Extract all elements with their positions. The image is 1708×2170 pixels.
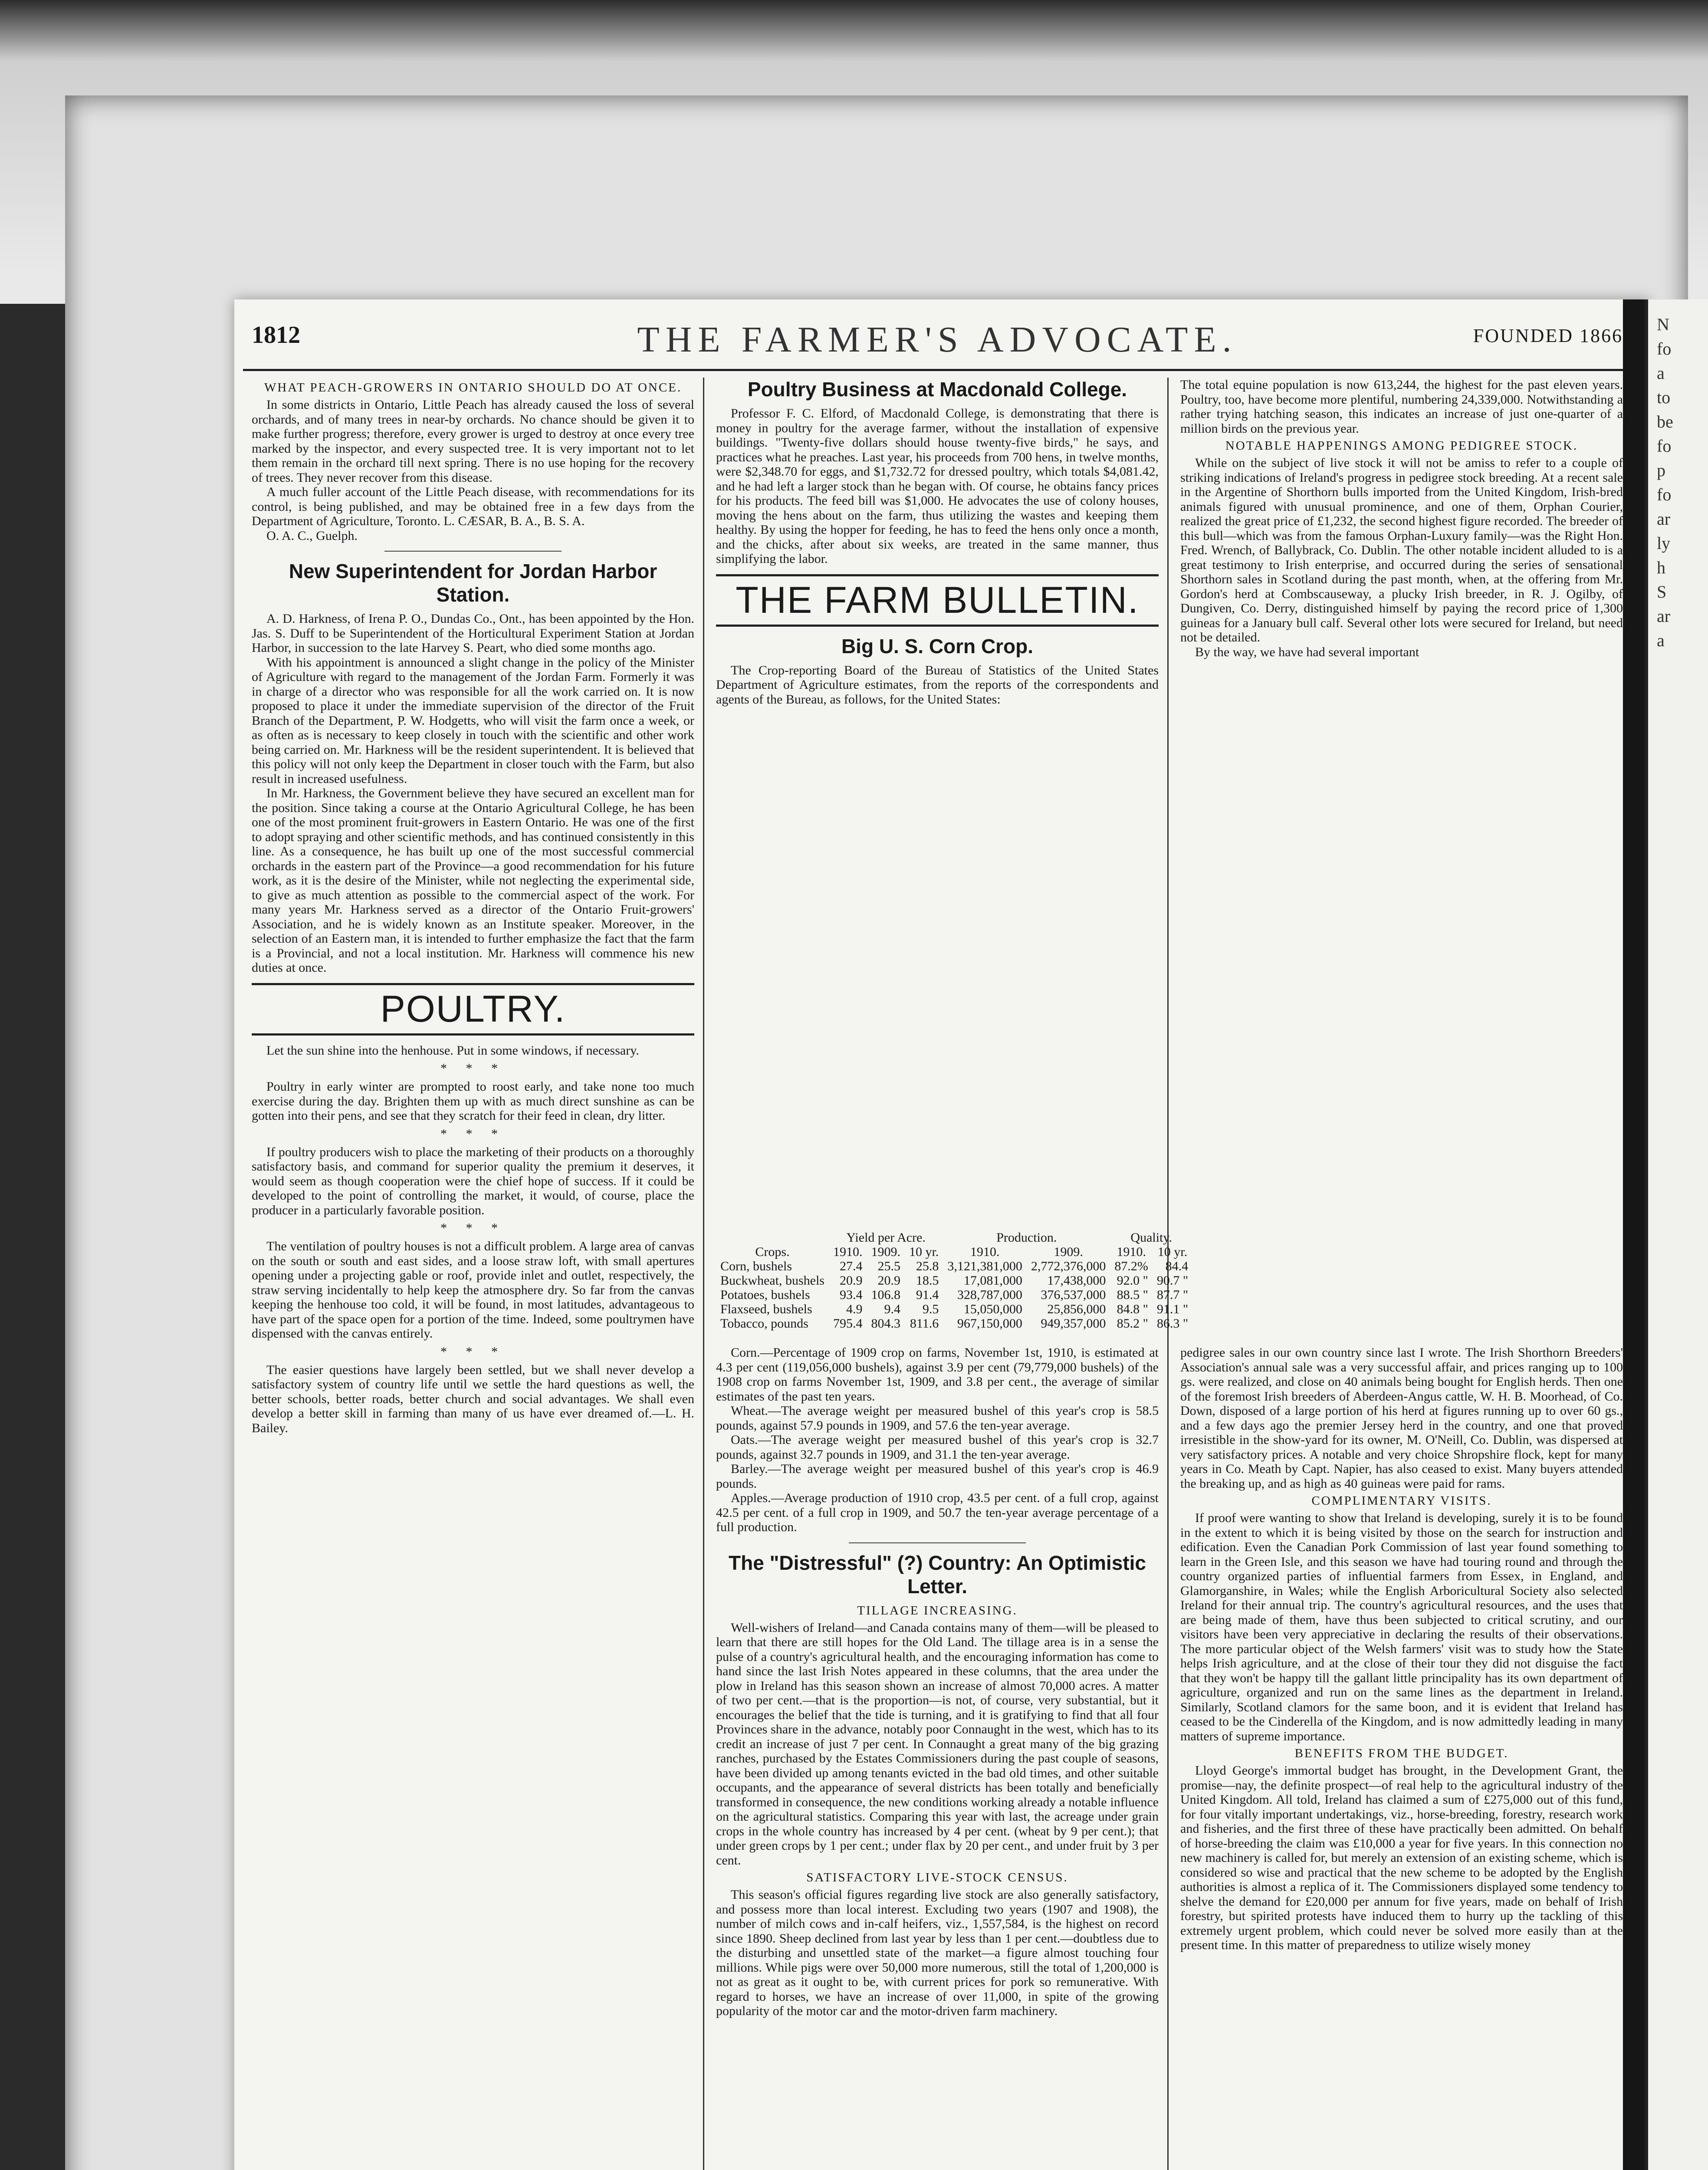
article-paragraph: While on the subject of live stock it will not be amiss to refer to a couple of striking indications of Ireland's progress in pedigree stock breeding. At a recent sale in the Argentine of Shorthorn bulls imported from the United Kingdom, Irish-bred animals figured with unusual prominence, and one of them, Orphan Courier, realized the great price of £1,232, the second highest figure recorded. The breeder of this bull—which was from the famous Orphan-Luxury family—was the Right Hon. Fred. Wrench, of Ballybrack, Co. Dublin. The other notable incident alluded to is a great testimony to Irish enterprise, and occurred during the series of sensational Shorthorn sales in Scotland during the past month, when, at the offering from Mr. Gordon's herd at Combscauseway, a plucky Irish breeder, in R. J. Ogilby, of Dungiven, Co. Derry, distinguished himself by paying the record price of 1,300 guineas for a January bull calf. Several other lots were secured for Ireland, but need not be detailed.	[1180, 456, 1623, 644]
table-cell: 88.5 "	[1117, 1288, 1148, 1302]
table-cell: 4.9	[846, 1302, 863, 1316]
article-paragraph: If poultry producers wish to place the marketing of their products on a thoroughly satisfactory basis, and command for superior quality the premium it deserves, it would seem as though cooperation were the chief hope of success. If it could be developed to the point of controlling the market, it would, of course, place the producer in a particularly favorable position.	[252, 1144, 694, 1217]
table-cell: 27.4	[839, 1259, 863, 1273]
article-paragraph: With his appointment is announced a slight change in the policy of the Minister of Agriculture with regard to the management of the Jordan Farm. Formerly it was in charge of a director who was responsible for all the work carried on. It is now proposed to place it under the immediate supervision of the director of the Fruit Branch of the Department, P. W. Hodgetts, who will visit the farm once a week, or as often as is necessary to keep closely in touch with the scientific and other work being carried on. Mr. Harkness will be the resident superintendent. It is believed that this policy will not only keep the Department in closer touch with the Farm, but also result in increased usefulness.	[252, 655, 694, 786]
section-banner: THE FARM BULLETIN.	[716, 574, 1159, 627]
table-header: 1910.	[1117, 1245, 1146, 1259]
table-header: 1909.	[1054, 1245, 1083, 1259]
article-title: The "Distressful" (?) Country: An Optimistic Letter.	[729, 1551, 1146, 1598]
column-2-upper	[716, 378, 1159, 1224]
table-row	[716, 1316, 1192, 1331]
article-paragraph: A much fuller account of the Little Peach disease, with recommendations for its control, is being published, and may be obtained free in a few days from the Department of Agriculture, Toronto. L. CÆSAR, B. A., B. S. A.	[252, 485, 694, 528]
section-separator: * * *	[440, 1221, 506, 1235]
table-cell: 84.8 "	[1117, 1302, 1148, 1316]
table-cell: Flaxseed, bushels	[720, 1302, 812, 1316]
text-fragment: ly	[1657, 533, 1671, 553]
table-cell: Tobacco, pounds	[720, 1316, 808, 1331]
table-header	[716, 1230, 829, 1245]
article-paragraph: A. D. Harkness, of Irena P. O., Dundas Co., Ont., has been appointed by the Hon. Jas. S. Duff to be Superintendent of the Horticultural Experiment Station at Jordan Harbor, in succession to the late Harvey S. Peart, who died some months ago.	[252, 612, 694, 655]
article-paragraph: Wheat.—The average weight per measured bushel of this year's crop is 58.5 pounds, against 57.9 pounds in 1909, and 57.6 the ten-year average.	[716, 1404, 1159, 1433]
table-cell: 90.7 "	[1156, 1273, 1189, 1288]
article-paragraph: Barley.—The average weight per measured bushel of this year's crop is 46.9 pounds.	[716, 1462, 1159, 1491]
table-cell: 86.3 "	[1156, 1316, 1189, 1331]
text-fragment: a	[1657, 363, 1665, 383]
text-fragment: fo	[1657, 436, 1672, 456]
article-paragraph: Poultry in early winter are prompted to roost early, and take none too much exercise during the day. Brighten them up with as much direct sunshine as can be gotten into their pens, and see that they scratch for their feed in clean, dry litter.	[252, 1079, 694, 1123]
text-fragment: be	[1657, 412, 1673, 431]
text-fragment: a	[1657, 631, 1665, 650]
table-row	[716, 1288, 1192, 1302]
table-cell: 9.4	[884, 1302, 900, 1316]
table-cell: 93.4	[839, 1288, 863, 1302]
article-title: Big U. S. Corn Crop.	[841, 635, 1034, 658]
text-fragment: ar	[1657, 606, 1671, 626]
article-title: Poultry Business at Macdonald College.	[747, 378, 1127, 401]
column-2-lower	[716, 1345, 1159, 2170]
table-cell: 84.4	[1165, 1259, 1189, 1273]
table-group-header: Yield per Acre.	[846, 1230, 926, 1245]
table-cell: 25,856,000	[1047, 1302, 1106, 1316]
article-paragraph: Well-wishers of Ireland—and Canada contains many of them—will be pleased to learn that there are still hopes for the Old Land. The tillage area is in a sense the pulse of a country's agricultural health, and the encouraging information has come to hand since the last Irish Notes appeared in these columns, that the area under the plow in Ireland has this season shown an increase of almost 70,000 acres. A matter of two per cent.—that is the proportion—is not, of course, very substantial, but it encourages the belief that the tide is turning, and it is gratifying to find that all four Provinces share in the advance, notably poor Connaught in the west, which has to its credit an increase of just 7 per cent. In Connaught a great many of the big grazing ranches, purchased by the Estates Commissioners during the past couple of seasons, have been divided up among tenants evicted in the bad old times, and other suitable occupants, and the appearance of several districts has been totally and beneficially transformed in consequence, the new conditions working already a notable influence on the agricultural statistics. Comparing this year with last, the acreage under grain crops in the whole country has increased by 4 per cent. (wheat by 9 per cent.); that under green crops by 1 per cent.; under flax by 20 per cent., and under fruit by 3 per cent.	[716, 1620, 1159, 1868]
table-cell: Potatoes, bushels	[720, 1288, 810, 1302]
text-fragment: fo	[1657, 339, 1672, 358]
table-cell: 91.1 "	[1156, 1302, 1189, 1316]
adjacent-page-edge	[1645, 299, 1708, 2170]
table-cell: 25.8	[916, 1259, 939, 1273]
article-paragraph: In some districts in Ontario, Little Peach has already caused the loss of several orchards, and of many trees in near-by orchards. No chance should be given it to make further progress; therefore, every grower is urged to destroy at once every tree marked by the inspector, and every suspected tree. It is very important not to let them remain in the orchard till next spring. There is no use hoping for the recovery of trees. They never recover from this disease.	[252, 398, 694, 485]
text-fragment: ar	[1657, 509, 1671, 529]
article-paragraph: If proof were wanting to show that Ireland is developing, surely it is to be found in the extent to which it is being visited by those on the search for instruction and edification. Even the Canadian Pork Commission of last year found something to learn in the Green Isle, and this season we have had touring round and through the country organized parties of influential farmers from Essex, in England, and Glamorganshire, in Wales; while the English Arboricultural Society also selected Ireland for their annual trip. The country's agricultural resources, and the uses that are being made of them, have thus been subjected to critical scrutiny, and our visitors have been very appreciative in declaring the results of their observations. The more particular object of the Welsh farmers' visit was to study how the State helps Irish agriculture, and at the close of their tour they did not disguise the fact that they won't be happy till the gallant little principality has its own department of agriculture, organized and run on the same lines as the department in Ireland. Similarly, Scotland clamors for the same boon, and it is evident that Ireland has ceased to be the Cinderella of the Kingdom, and is now admittedly leading in many matters of supreme importance.	[1180, 1511, 1623, 1743]
table-cell: 18.5	[916, 1273, 939, 1288]
article-title: New Superintendent for Jordan Harbor Station.	[289, 560, 657, 606]
crop-statistics-table	[716, 1230, 1636, 1343]
table-cell: 3,121,381,000	[947, 1259, 1022, 1273]
article-signature: O. A. C., Guelph.	[266, 528, 358, 543]
table-cell: 15,050,000	[963, 1302, 1022, 1316]
table-cell: 2,772,376,000	[1031, 1259, 1106, 1273]
table-row	[716, 1273, 1192, 1288]
table-cell: Corn, bushels	[720, 1259, 792, 1273]
table-group-header: Quality.	[1130, 1230, 1172, 1245]
text-fragment: to	[1657, 388, 1671, 407]
article-paragraph: The ventilation of poultry houses is not a difficult problem. A large area of canvas on the south or south and east sides, and a loose straw loft, with small apertures opening under a projecting gable or roof, provide inlet and outlet, respectively, the straw serving incidentally to help keep the atmosphere dry. So far from the canvas keeping the henhouse too cold, it will be found, in most latitudes, advantageous to have part of the space open for a portion of the time. Indeed, some poultrymen have dispensed with the canvas entirely.	[252, 1239, 694, 1341]
section-separator: * * *	[440, 1344, 506, 1359]
table-header: 1909.	[871, 1245, 900, 1259]
article-paragraph: In Mr. Harkness, the Government believe they have secured an excellent man for the position. Since taking a course at the Ontario Agricultural College, he has been one of the most prominent fruit-growers in Eastern Ontario. He was one of the first to adopt spraying and other scientific methods, and has continued consistently in this line. As a consequence, he has built up one of the most successful commercial orchards in the eastern part of the Province—a good recommendation for his future work, as it is the desire of the Minister, while not neglecting the experimental side, to give as much attention as possible to the commercial aspect of the work. For many years Mr. Harkness served as a director of the Ontario Fruit-growers' Association, and he is widely known as an Institute speaker. Moreover, in the selection of an Eastern man, it is intended to further emphasize the fact that the farm is a Provincial, and not a local institution. Mr. Harkness will commence his new duties at once.	[252, 786, 694, 975]
table-cell: 25.5	[877, 1259, 900, 1273]
table-header: 1910.	[970, 1245, 1000, 1259]
article-heading: SATISFACTORY LIVE-STOCK CENSUS.	[806, 1871, 1068, 1884]
table-header: 10 yr.	[909, 1245, 939, 1259]
table-cell: 106.8	[871, 1288, 900, 1302]
page-number: 1812	[252, 322, 300, 349]
article-heading: COMPLIMENTARY VISITS.	[1311, 1494, 1492, 1508]
table-row	[716, 1259, 1192, 1273]
text-fragment: h	[1657, 558, 1665, 577]
text-fragment: S	[1657, 582, 1667, 602]
table-header: Crops.	[755, 1245, 790, 1259]
text-fragment: N	[1657, 315, 1669, 334]
article-paragraph: By the way, we have had several important	[1195, 644, 1419, 659]
article-paragraph: Corn.—Percentage of 1909 crop on farms, November 1st, 1910, is estimated at 4.3 per cent (119,056,000 bushels), against 3.9 per cent (79,779,000 bushels) of the 1908 crop on farms November 1st, 1909, and 3.8 per cent., the average of similar estimates of the past ten years.	[716, 1345, 1159, 1404]
table-cell: 376,537,000	[1041, 1288, 1106, 1302]
table-cell: 9.5	[922, 1302, 939, 1316]
table-cell: 811.6	[910, 1316, 939, 1331]
article-heading: NOTABLE HAPPENINGS AMONG PEDIGREE STOCK.	[1225, 439, 1578, 453]
table-cell: 91.4	[916, 1288, 939, 1302]
table-cell: 949,357,000	[1041, 1316, 1106, 1331]
table-cell: 17,081,000	[963, 1273, 1022, 1288]
article-heading: TILLAGE INCREASING.	[857, 1603, 1018, 1618]
table-header: 1910.	[833, 1245, 863, 1259]
table-cell: 17,438,000	[1047, 1273, 1106, 1288]
table-cell: Buckwheat, bushels	[720, 1273, 824, 1288]
table-cell: 85.2 "	[1117, 1316, 1148, 1331]
article-paragraph: This season's official figures regarding live stock are also generally satisfactory, and possess more than local interest. Excluding two years (1907 and 1908), the number of milch cows and in-calf heifers, viz., 1,557,584, is the highest on record since 1890. Sheep declined from last year by less than 1 per cent.—doubtless due to the disturbing and unsettled state of the market—a figure almost touching four millions. While pigs were over 50,000 more numerous, still the total of 1,200,000 is not as great as it ought to be, with current prices for pork so remunerative. With regard to horses, we have an increase of over 11,000, in spite of the growing popularity of the motor car and the motor-driven farm machinery.	[716, 1887, 1159, 2018]
column-1	[252, 378, 694, 2170]
section-separator: * * *	[440, 1061, 506, 1075]
article-paragraph: The Crop-reporting Board of the Bureau of Statistics of the United States Department of Agriculture estimates, from the reports of the correspondents and agents of the Bureau, as follows, for the United States:	[716, 663, 1159, 707]
article-paragraph: Oats.—The average weight per measured bushel of this year's crop is 32.7 pounds, against 32.7 pounds in 1909, and 31.1 the ten-year average.	[716, 1433, 1159, 1462]
table-header: 10 yr.	[1157, 1245, 1188, 1259]
newspaper-page	[234, 299, 1649, 2170]
article-paragraph: The total equine population is now 613,244, the highest for the past eleven years. Poultry, too, have become more plentiful, numbering 24,339,000. Notwithstanding a rather trying hatching season, this indicates an increase of just one-quarter of a million birds on the previous year.	[1180, 378, 1623, 436]
article-heading: BENEFITS FROM THE BUDGET.	[1294, 1746, 1509, 1760]
article-paragraph: Lloyd George's immortal budget has brought, in the Development Grant, the promise—nay, the definite prospect—of real help to the agricultural industry of the United Kingdom. All told, Ireland has claimed a sum of £275,000 out of this fund, for four vitally important undertakings, viz., horse-breeding, forestry, research work and fisheries, and the first three of these have practically been admitted. On behalf of horse-breeding the claim was £10,000 a year for five years. In this connection no new machinery is called for, but merely an extension of an existing scheme, which is considered so wise and practical that the new scheme to be adopted by the English authorities is almost a replica of it. The Commissioners displayed some tendency to shelve the demand for £20,000 per annum for five years, made on behalf of Irish forestry, but spirited protests have induced them to hurry up the tackling of this extremely urgent problem, which could never be solved more easily than at the present time. In this matter of preparedness to utilize wisely money	[1180, 1763, 1623, 1952]
section-divider	[384, 551, 562, 552]
table-cell: 804.3	[871, 1316, 900, 1331]
section-separator: * * *	[440, 1126, 506, 1141]
article-paragraph: Professor F. C. Elford, of Macdonald College, is demonstrating that there is money in poultry for the average farmer, without the installation of expensive buildings. "Twenty-five dollars should house twenty-five birds," he says, and practices what he preaches. Last year, his proceeds from 700 hens, in twelve months, were $2,348.70 for eggs, and $1,732.72 for dressed poultry, which totals $4,081.42, and he had left a larger stock than he began with. Of course, he obtains fancy prices for his products. The feed bill was $1,000. He advocates the use of colony houses, moving the hens about on the farm, thus utilizing the wastes and keeping them healthy. By using the hopper for feeding, he has to feed the hens only once a month, and the chicks, after about six weeks, are treated in the same manner, thus simplifying the labor.	[716, 406, 1159, 566]
article-paragraph: Apples.—Average production of 1910 crop, 43.5 per cent. of a full crop, against 42.5 per cent. of a full crop in 1909, and 50.7 the ten-year average percentage of a full production.	[716, 1491, 1159, 1534]
table-cell: 967,150,000	[957, 1316, 1022, 1331]
page-header	[243, 321, 1632, 371]
section-divider	[849, 1542, 1026, 1543]
text-fragment: p	[1657, 460, 1665, 480]
masthead-title: THE FARMER'S ADVOCATE.	[637, 319, 1238, 360]
table-cell: 92.0 "	[1117, 1273, 1148, 1288]
table-cell: 87.2%	[1114, 1259, 1148, 1273]
table-cell: 328,787,000	[957, 1288, 1022, 1302]
column-rule	[703, 378, 704, 2170]
section-banner: POULTRY.	[252, 983, 694, 1036]
article-paragraph: Let the sun shine into the henhouse. Put in some windows, if necessary.	[266, 1043, 639, 1058]
text-fragment: fo	[1657, 485, 1672, 504]
article-heading: WHAT PEACH-GROWERS IN ONTARIO SHOULD DO AT ONCE.	[264, 381, 682, 395]
table-cell: 20.9	[839, 1273, 863, 1288]
table-group-header: Production.	[996, 1230, 1057, 1245]
adjacent-page-text	[1648, 299, 1708, 653]
page-gutter-shadow	[1623, 299, 1645, 2170]
article-paragraph: The easier questions have largely been settled, but we shall never develop a satisfactory system of country life until we settle the hard questions as well, the better schools, better roads, better church and social advantages. We shall even develop a better skill in farming than many of us have ever dreamed of.—L. H. Bailey.	[252, 1362, 694, 1435]
table-cell: 20.9	[877, 1273, 900, 1288]
scanner-margin-left	[0, 0, 65, 2170]
table-cell: 795.4	[833, 1316, 863, 1331]
column-3-upper	[1180, 378, 1623, 1224]
founded-note: FOUNDED 1866	[1473, 325, 1623, 346]
table-cell: 87.7 "	[1156, 1288, 1189, 1302]
column-3-lower	[1180, 1345, 1623, 2170]
table-row	[716, 1302, 1192, 1316]
article-paragraph: pedigree sales in our own country since last I wrote. The Irish Shorthorn Breeders' Association's annual sale was a very successful affair, and prices ranging up to 100 gs. were realized, and close on 40 animals being bought for English herds. Then one of the foremost Irish breeders of Aberdeen-Angus cattle, W. H. B. Moorhead, of Co. Down, disposed of a large portion of his herd at figures running up to over 60 gs., and a few days ago the premier Jersey herd in the country, and one that proved irresistible in the show-yard for its owner, M. O'Neill, Co. Dublin, was dispersed at very satisfactory prices. A notable and very choice Shropshire flock, kept for many years in Co. Meath by Capt. Napier, has also ceased to exist. Many buyers attended the breaking up, and as high as 40 guineas were paid for rams.	[1180, 1345, 1623, 1491]
